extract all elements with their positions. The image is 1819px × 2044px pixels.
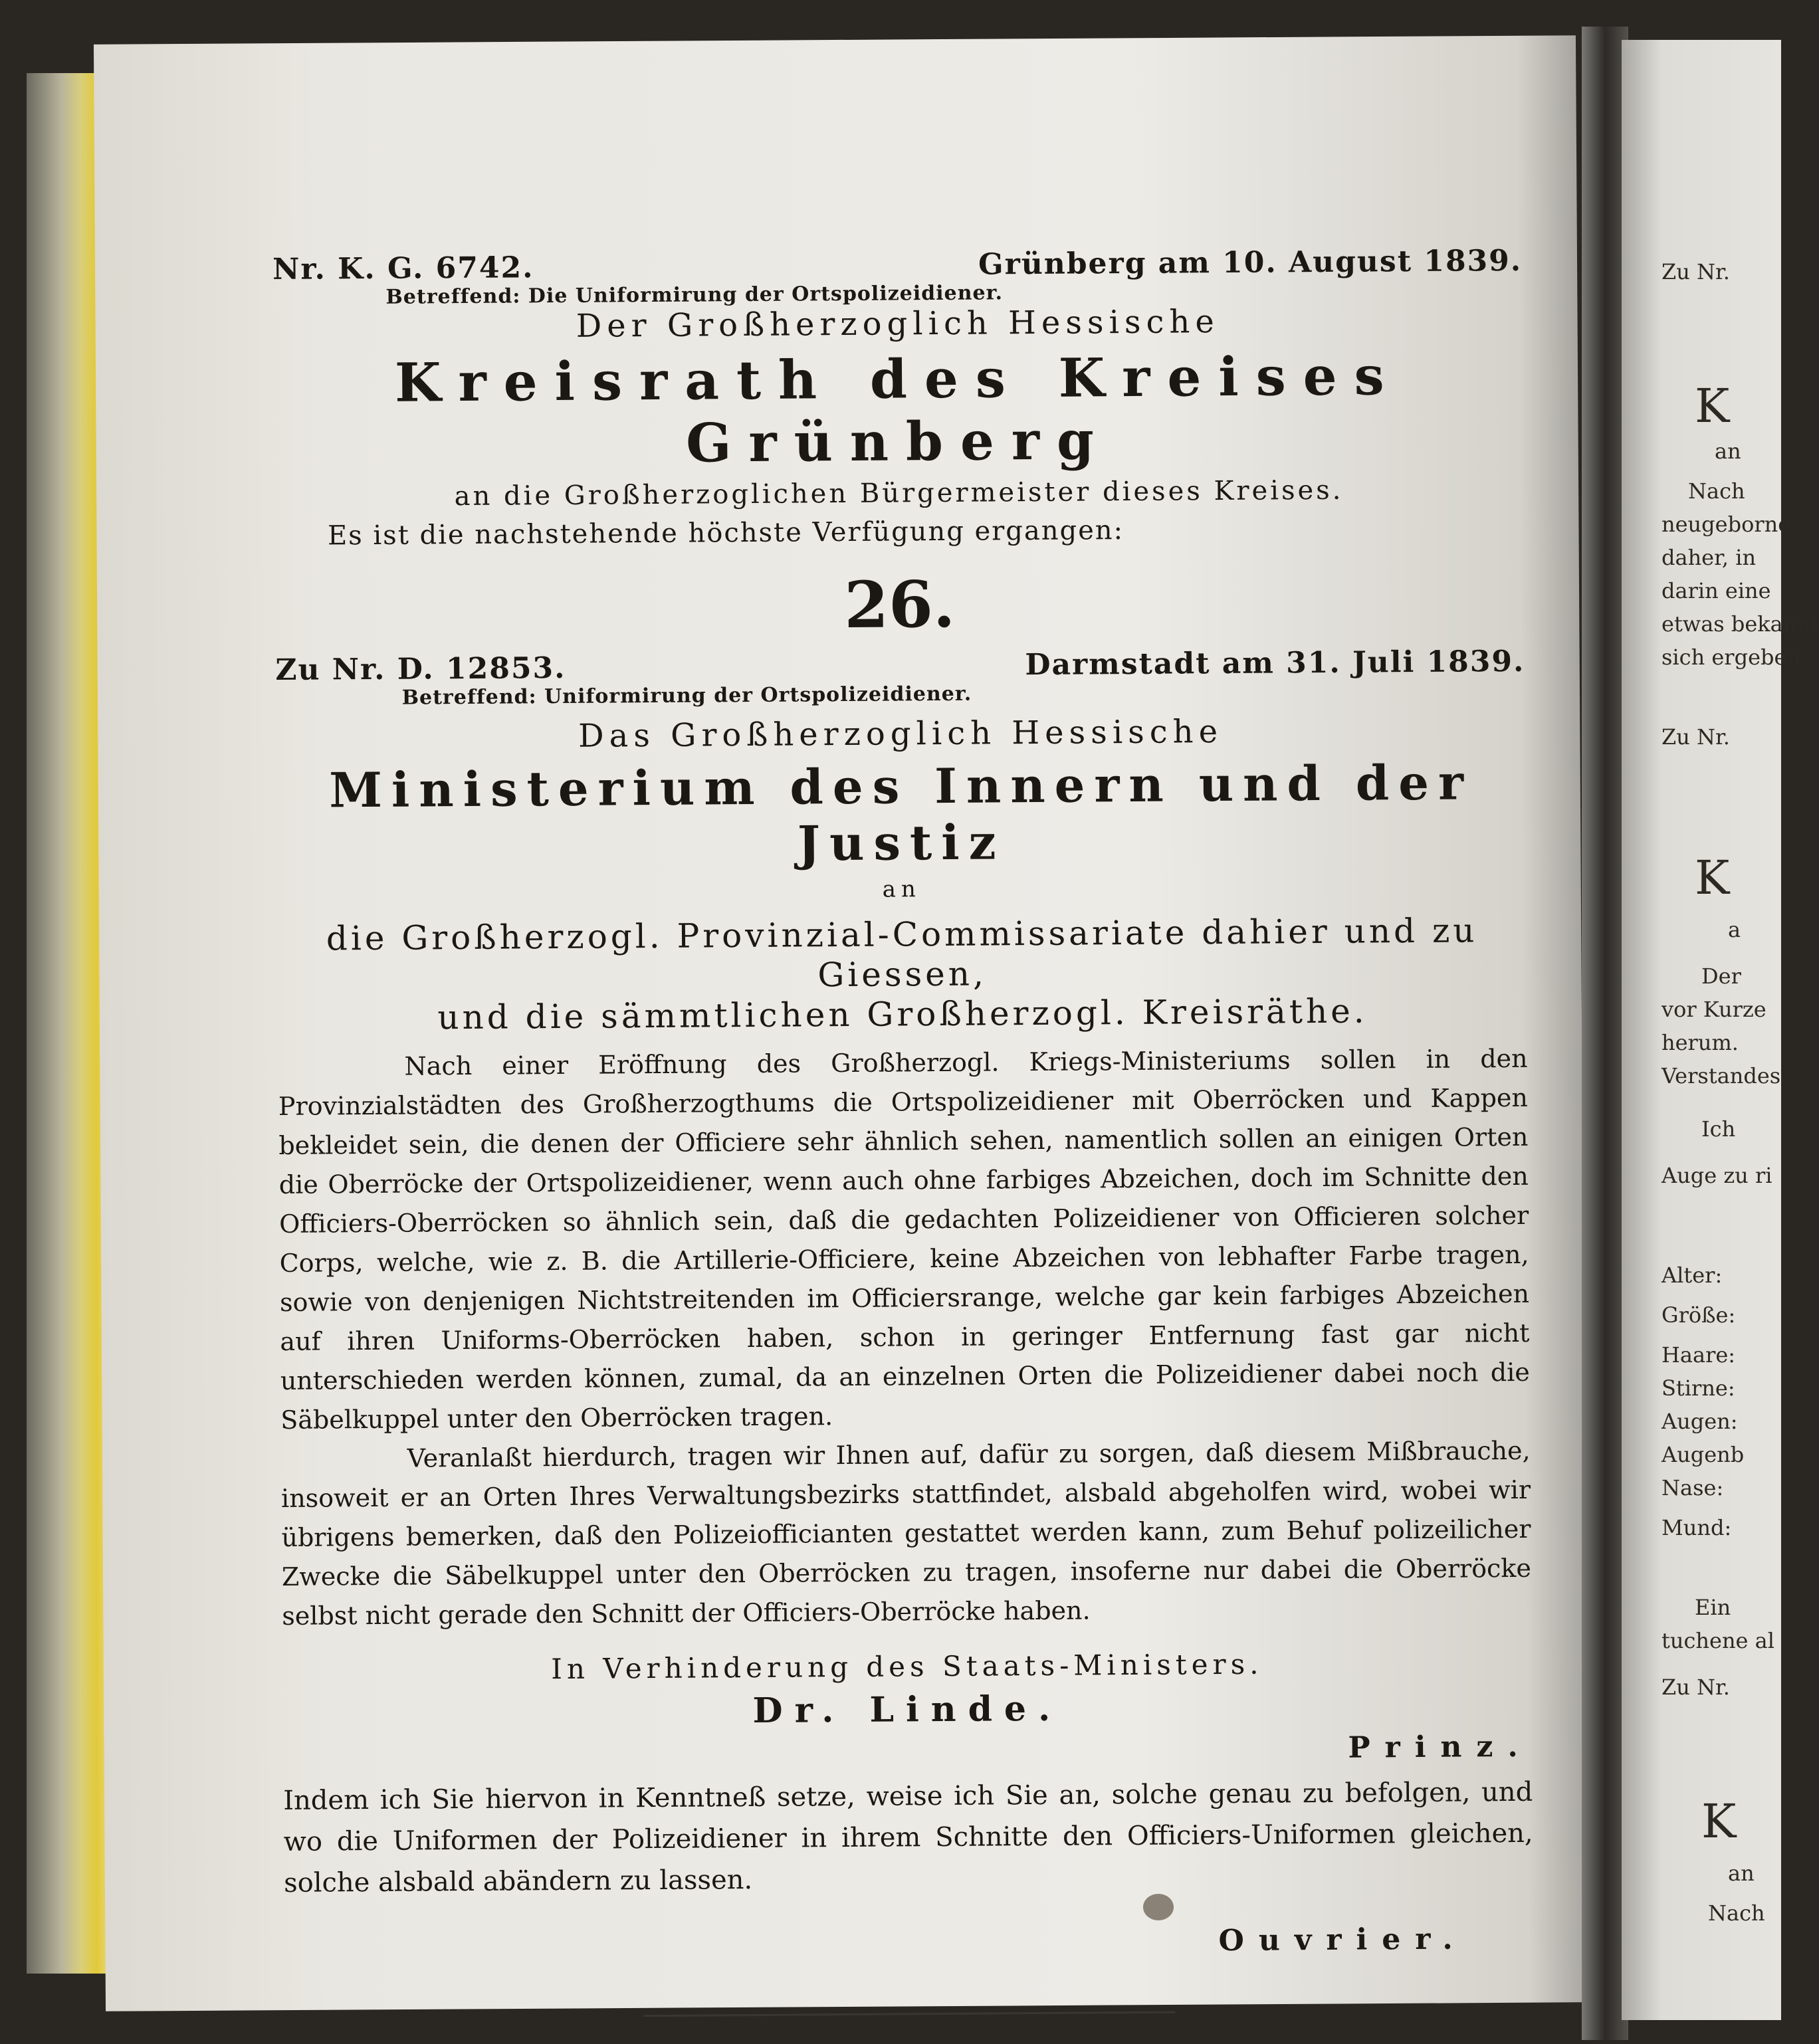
document-body: [272, 244, 1535, 2019]
right-page-line: K: [1695, 851, 1730, 905]
decree-issuer-title: Ministerium des Innern und der Justiz: [328, 754, 1473, 872]
right-page-line: etwas bekannt: [1661, 611, 1819, 637]
right-page-line: Mund:: [1661, 1515, 1732, 1540]
right-page-line: Stirne:: [1661, 1376, 1735, 1401]
right-page-line: herum.: [1661, 1030, 1739, 1055]
issuer-line-1: Der Großherzoglich Hessische: [576, 303, 1220, 345]
right-page-line: Größe:: [1661, 1302, 1736, 1328]
right-page-line: Nase:: [1661, 1475, 1724, 1500]
decree-subject-line: Betreffend: Uniformirung der Ortspolizeidiener.: [401, 682, 972, 710]
right-page-line: neugeborne: [1661, 512, 1791, 537]
decree-paragraph-2: Veranlaßt hierdurch, tragen wir Ihnen auf, dafür zu sorgen, daß diesem Mißbrauche, insoweit er an Orten Ihres Verwaltungsbezirks stattfindet, alsbald abgeholfen wird, wobei wir übrigens bemerken, daß den Polizeiofficianten gestattet werden kann, zum Behuf polizeilicher Zwecke die Säbelkuppel unter den Oberröcken zu tragen, insoferne nur dabei die Oberröcke selbst nicht gerade den Schnitt der Officiers-Oberröcke haben.: [280, 1435, 1532, 1631]
right-page-line: K: [1695, 379, 1730, 433]
right-page-line: Verstandes: [1661, 1063, 1781, 1088]
right-page-line: daher, in: [1661, 545, 1757, 570]
right-page-line: Nach: [1708, 1900, 1765, 1926]
decree-issuer-line-1: Das Großherzoglich Hessische: [578, 713, 1224, 755]
right-page-line: Augen:: [1661, 1409, 1738, 1434]
right-page-line: sich ergeben: [1661, 645, 1801, 670]
signature-name: Dr. Linde.: [752, 1688, 1063, 1732]
right-page-line: Augenb: [1661, 1442, 1745, 1467]
subject-line: Betreffend: Die Uniformirung der Ortspolizeidiener.: [385, 281, 1004, 309]
issuer-title: Kreisrath des Kreises Grünberg: [394, 344, 1402, 474]
right-page-line: Auge zu ri: [1661, 1163, 1772, 1188]
addressee-line: an die Großherzoglichen Bürgermeister dieses Kreises.: [454, 474, 1344, 512]
countersignature: Prinz.: [1348, 1729, 1533, 1765]
right-page-line: Ich: [1701, 1116, 1736, 1142]
closing-rule: [644, 2011, 1176, 2017]
decree-an: an: [882, 876, 921, 903]
right-page-line: darin eine: [1661, 578, 1771, 603]
final-signature: Ouvrier.: [1218, 1922, 1467, 1958]
right-page: [1622, 40, 1819, 2020]
right-page-line: vor Kurze: [1661, 997, 1766, 1022]
right-page-line: tuchene al: [1661, 1628, 1774, 1653]
right-page-line: Alter:: [1661, 1263, 1723, 1288]
right-page-line: Nach: [1688, 478, 1745, 504]
right-page-line: Zu Nr.: [1661, 724, 1730, 750]
right-page-line: Der: [1701, 964, 1741, 989]
final-paragraph: Indem ich Sie hiervon in Kenntneß setze, weise ich Sie an, solche genau zu befolgen, und wo die Uniformen der Polizeidiener in ihrem Schnitte den Officiers-Uniformen gleichen, solche alsbald abändern zu lassen.: [283, 1776, 1533, 1898]
right-page-line: Zu Nr.: [1661, 1675, 1730, 1700]
decree-reference-number: Zu Nr. D. 12853.: [275, 651, 566, 687]
decree-number: 26.: [843, 566, 956, 643]
decree-recipients-line-1: die Großherzogl. Provinzial-Commissariate dahier und zu Giessen,: [326, 911, 1478, 995]
decree-recipients-line-2: und die sämmtlichen Großherzogl. Kreisräthe.: [437, 991, 1368, 1037]
right-page-line: an: [1715, 439, 1741, 464]
signature-line: In Verhinderung des Staats-Ministers.: [551, 1647, 1263, 1686]
right-page-line: Zu Nr.: [1661, 259, 1730, 284]
decree-paragraph-1: Nach einer Eröffnung des Großherzogl. Kriegs-Ministeriums sollen in den Provinzialstädten des Großherzogthums die Ortspolizeidiener mit Oberröcken und Kappen bekleidet sein, die denen der Officiere sehr ähnlich sehen, namentlich sollen an einigen Orten die Oberröcke der Ortspolizeidiener, wenn auch ohne farbiges Abzeichen, doch im Schnitte den Officiers-Oberröcken so ähnlich sein, daß die gedachten Polizeidiener von Officieren solcher Corps, welche, wie z. B. die Artillerie-Officiere, keine Abzeichen von lebhafter Farbe tragen, sowie von denjenigen Nichtstreitenden im Officiersrange, welche gar kein farbiges Abzeichen auf ihren Uniforms-Oberröcken haben, schon in geringer Entfernung fast gar nicht unterschieden werden können, zumal, da an einzelnen Orten die Polizeidiener dabei noch die Säbelkuppel unter den Oberröcken tragen.: [278, 1043, 1530, 1435]
intro-line: Es ist die nachstehende höchste Verfügung ergangen:: [327, 515, 1124, 552]
right-page-line: a: [1728, 917, 1741, 942]
right-page-line: an: [1728, 1861, 1755, 1886]
decree-place-date: Darmstadt am 31. Juli 1839.: [1025, 644, 1525, 682]
right-page-line: Haare:: [1661, 1342, 1736, 1368]
ink-spot: [1143, 1894, 1174, 1920]
reference-number: Nr. K. G. 6742.: [272, 251, 534, 286]
right-page-line: K: [1701, 1794, 1737, 1849]
right-page-line: Ein: [1695, 1595, 1731, 1620]
place-date: Grünberg am 10. August 1839.: [978, 243, 1523, 282]
